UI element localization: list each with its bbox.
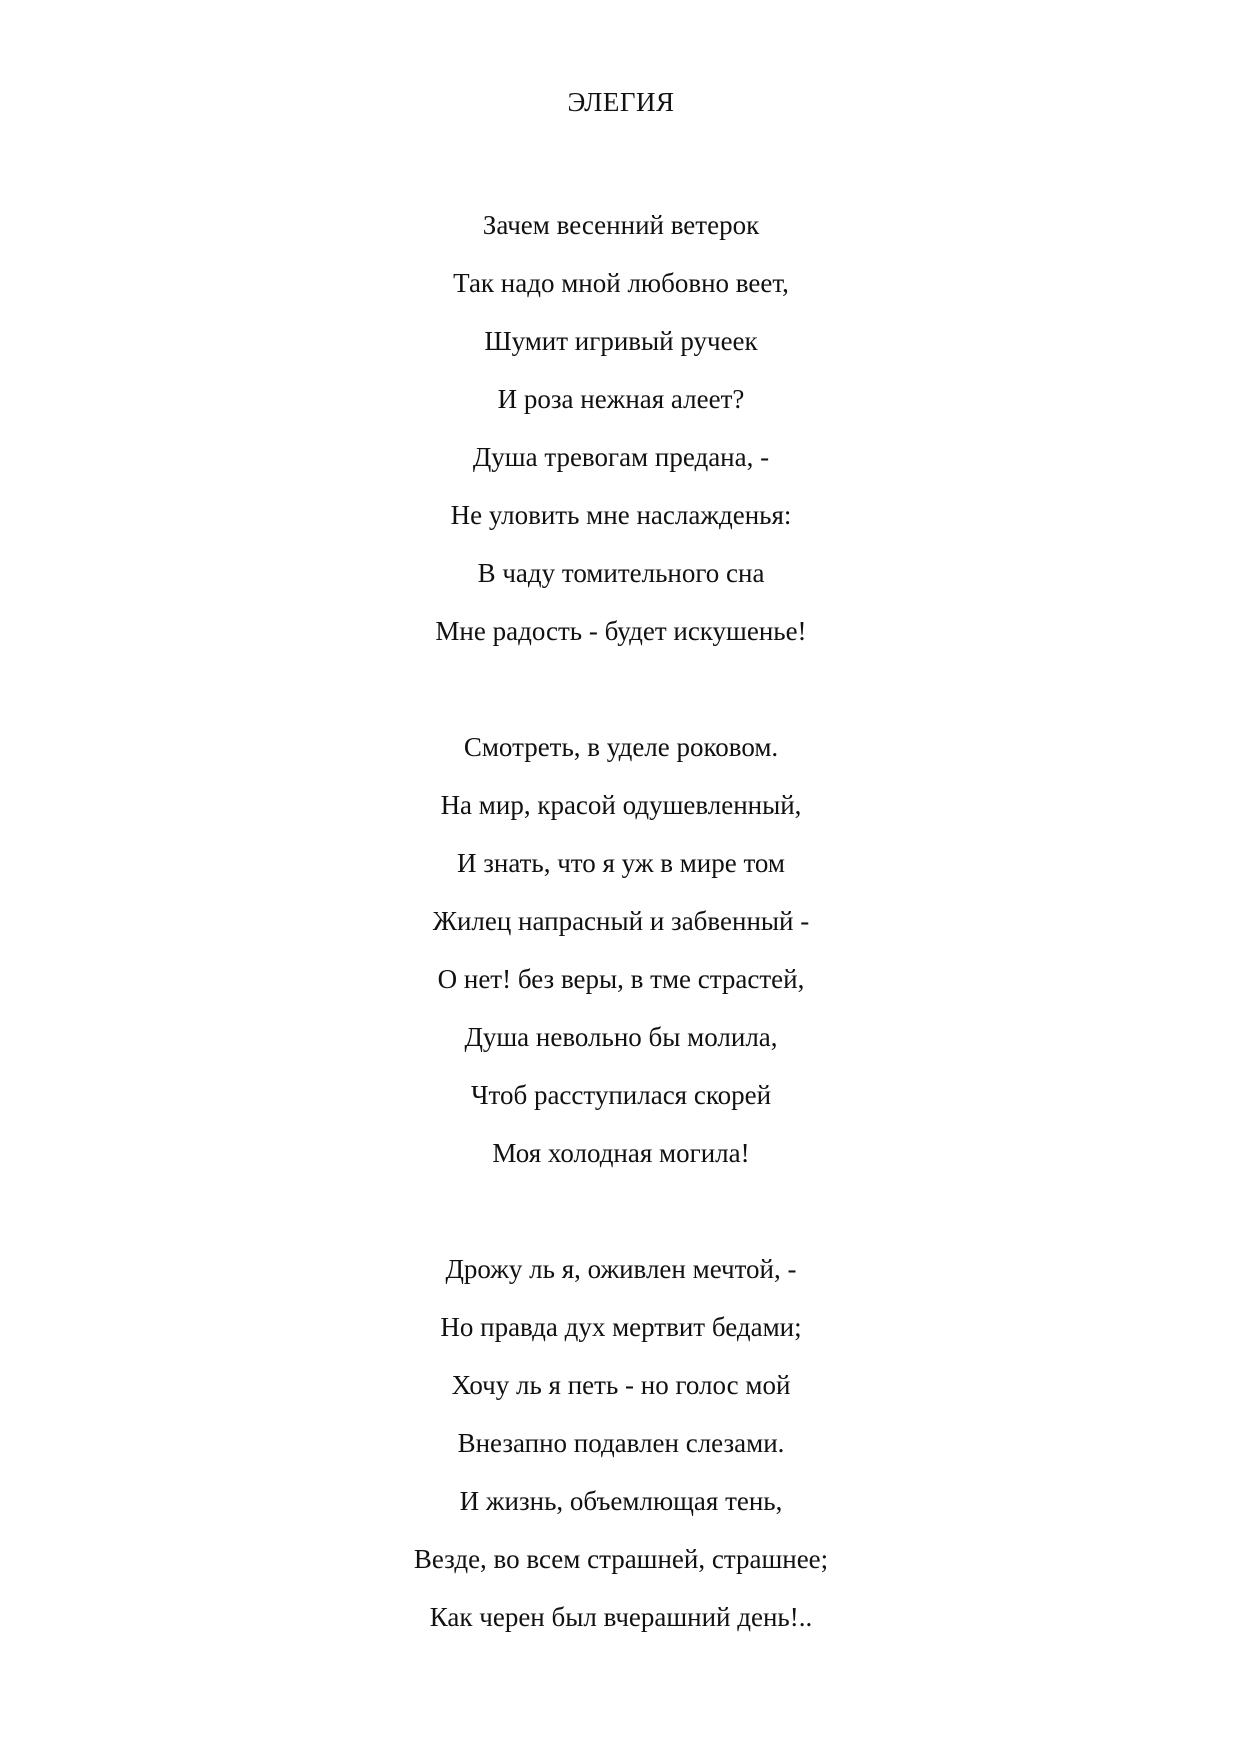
poem-line: Внезапно подавлен слезами. [457, 1428, 785, 1458]
poem-title: ЭЛЕГИЯ [567, 87, 675, 117]
poem-line: О нет! без веры, в тме страстей, [437, 964, 805, 994]
poem-line: Жилец напрасный и забвенный - [432, 906, 810, 936]
poem-line: Дрожу ль я, оживлен мечтой, - [445, 1254, 797, 1284]
poem-line: В чаду томительного сна [477, 558, 765, 588]
stanza-1 [0, 196, 1242, 660]
poem-line: Мне радость - будет искушенье! [435, 616, 807, 646]
stanza-3 [0, 1240, 1242, 1646]
poem-line: Смотреть, в уделе роковом. [463, 732, 779, 762]
poem-line: Шумит игривый ручеек [484, 326, 758, 356]
poem-line: На мир, красой одушевленный, [440, 790, 802, 820]
poem-line: И роза нежная алеет? [497, 384, 745, 414]
poem-line: Так надо мной любовно веет, [453, 268, 789, 298]
poem-line: Как черен был вчерашний день!.. [429, 1602, 813, 1632]
poem-line: Хочу ль я петь - но голос мой [451, 1370, 791, 1400]
stanza-2 [0, 718, 1242, 1182]
poem-line: Чтоб расступилася скорей [470, 1080, 772, 1110]
poem-line: Не уловить мне наслажденья: [450, 500, 792, 530]
poem-body [0, 196, 1242, 1704]
poem-line: Душа невольно бы молила, [464, 1022, 778, 1052]
poem-line: Везде, во всем страшней, страшнее; [413, 1544, 829, 1574]
poem-line: Душа тревогам предана, - [472, 442, 770, 472]
poem-line: Но правда дух мертвит бедами; [440, 1312, 802, 1342]
poem-line: Моя холодная могила! [492, 1138, 750, 1168]
poem-line: Зачем весенний ветерок [482, 210, 760, 240]
poem-line: И жизнь, объемлющая тень, [459, 1486, 783, 1516]
poem-line: И знать, что я уж в мире том [456, 848, 786, 878]
